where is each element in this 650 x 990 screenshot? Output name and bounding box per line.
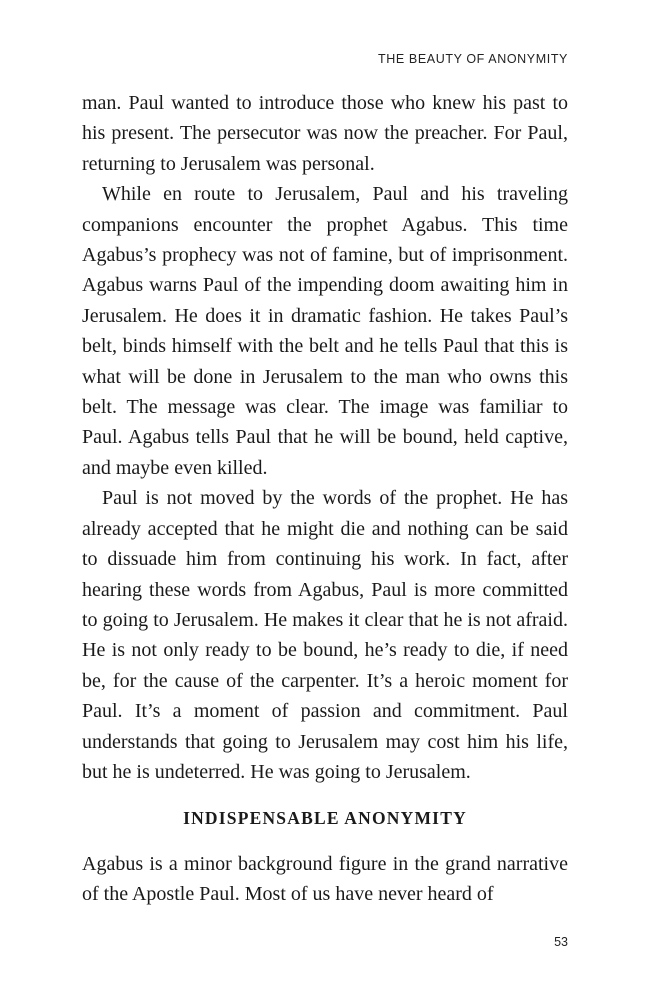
- section-body-text: [82, 849, 568, 910]
- section-heading: INDISPENSABLE ANONYMITY: [183, 808, 467, 828]
- paragraph: man. Paul wanted to introduce those who knew his past to his present. The persecutor was now the preacher. For Paul, returning to Jerusalem was personal.: [82, 92, 568, 175]
- paragraph: Paul is not moved by the words of the prophet. He has already accepted that he might die and nothing can be said to dissuade him from continuing his work. In fact, after hearing these words from Agabus, Paul is more committed to going to Jerusalem. He makes it clear that he is not afraid. He is not only ready to be bound, he’s ready to die, if need be, for the cause of the carpenter. It’s a heroic moment for Paul. It’s a moment of passion and commitment. Paul understands that going to Jerusalem may cost him his life, but he is undeterred. He was going to Jerusalem.: [82, 487, 568, 783]
- body-text: [82, 88, 568, 787]
- running-header: THE BEAUTY OF ANONYMITY: [378, 52, 568, 66]
- page-number: 53: [554, 935, 568, 949]
- paragraph: While en route to Jerusalem, Paul and his traveling companions encounter the prophet Agabus. This time Agabus’s prophecy was not of famine, but of imprisonment. Agabus warns Paul of the impending doom awaiting him in Jerusalem. He does it in dramatic fashion. He takes Paul’s belt, binds himself with the belt and he tells Paul that this is what will be done in Jerusalem to the man who owns this belt. The message was clear. The image was familiar to Paul. Agabus tells Paul that he will be bound, held captive, and maybe even killed.: [82, 183, 568, 479]
- paragraph: Agabus is a minor background figure in the grand narrative of the Apostle Paul. Most of us have never heard of: [82, 853, 568, 906]
